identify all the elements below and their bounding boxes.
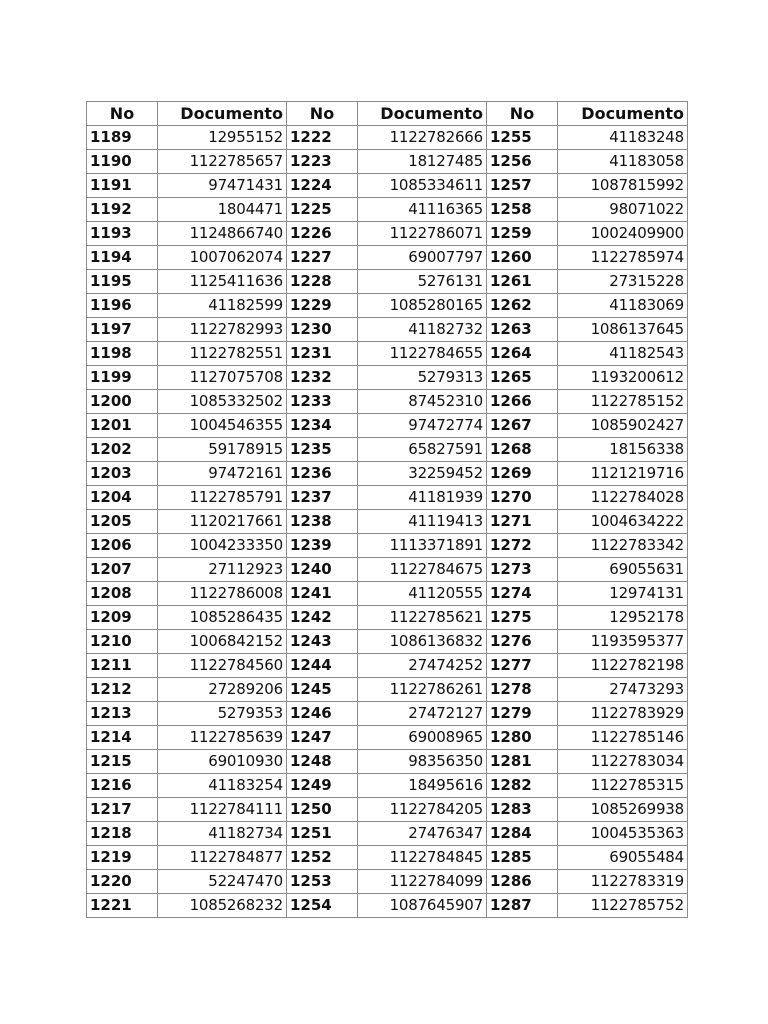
cell-documento-3: 1085902427 bbox=[558, 414, 688, 438]
cell-no-1: 1190 bbox=[87, 150, 158, 174]
cell-documento-2: 1122784099 bbox=[358, 870, 487, 894]
cell-no-3: 1267 bbox=[487, 414, 558, 438]
cell-documento-3: 18156338 bbox=[558, 438, 688, 462]
cell-documento-1: 1125411636 bbox=[158, 270, 287, 294]
cell-no-2: 1241 bbox=[287, 582, 358, 606]
table-row bbox=[87, 126, 688, 150]
cell-no-3: 1280 bbox=[487, 726, 558, 750]
table-row bbox=[87, 894, 688, 918]
cell-documento-3: 1122782198 bbox=[558, 654, 688, 678]
cell-documento-2: 1086136832 bbox=[358, 630, 487, 654]
cell-documento-3: 1002409900 bbox=[558, 222, 688, 246]
cell-documento-2: 69008965 bbox=[358, 726, 487, 750]
cell-documento-2: 27476347 bbox=[358, 822, 487, 846]
cell-no-2: 1235 bbox=[287, 438, 358, 462]
cell-no-2: 1231 bbox=[287, 342, 358, 366]
cell-documento-2: 1122786071 bbox=[358, 222, 487, 246]
cell-no-1: 1218 bbox=[87, 822, 158, 846]
cell-no-1: 1216 bbox=[87, 774, 158, 798]
cell-documento-3: 1193595377 bbox=[558, 630, 688, 654]
cell-no-2: 1246 bbox=[287, 702, 358, 726]
cell-documento-1: 1122784560 bbox=[158, 654, 287, 678]
cell-documento-3: 69055631 bbox=[558, 558, 688, 582]
cell-documento-1: 1804471 bbox=[158, 198, 287, 222]
table-header-row bbox=[87, 102, 688, 126]
cell-no-2: 1233 bbox=[287, 390, 358, 414]
cell-no-2: 1232 bbox=[287, 366, 358, 390]
cell-no-2: 1238 bbox=[287, 510, 358, 534]
cell-documento-1: 1004546355 bbox=[158, 414, 287, 438]
cell-documento-1: 1127075708 bbox=[158, 366, 287, 390]
cell-no-3: 1283 bbox=[487, 798, 558, 822]
cell-no-3: 1281 bbox=[487, 750, 558, 774]
cell-no-1: 1212 bbox=[87, 678, 158, 702]
table-row bbox=[87, 702, 688, 726]
table-row bbox=[87, 294, 688, 318]
cell-documento-1: 27289206 bbox=[158, 678, 287, 702]
cell-no-2: 1224 bbox=[287, 174, 358, 198]
cell-documento-2: 98356350 bbox=[358, 750, 487, 774]
table-row bbox=[87, 558, 688, 582]
cell-no-2: 1240 bbox=[287, 558, 358, 582]
table-row bbox=[87, 246, 688, 270]
cell-documento-3: 1122783929 bbox=[558, 702, 688, 726]
cell-no-3: 1269 bbox=[487, 462, 558, 486]
cell-no-3: 1271 bbox=[487, 510, 558, 534]
cell-documento-1: 1122784111 bbox=[158, 798, 287, 822]
cell-documento-1: 1122785639 bbox=[158, 726, 287, 750]
cell-documento-1: 27112923 bbox=[158, 558, 287, 582]
cell-documento-3: 1122783319 bbox=[558, 870, 688, 894]
cell-documento-1: 69010930 bbox=[158, 750, 287, 774]
cell-documento-1: 1124866740 bbox=[158, 222, 287, 246]
cell-documento-3: 1122784028 bbox=[558, 486, 688, 510]
cell-no-1: 1205 bbox=[87, 510, 158, 534]
cell-documento-2: 69007797 bbox=[358, 246, 487, 270]
cell-no-1: 1206 bbox=[87, 534, 158, 558]
table-row bbox=[87, 582, 688, 606]
table-row bbox=[87, 342, 688, 366]
cell-no-2: 1225 bbox=[287, 198, 358, 222]
table-row bbox=[87, 630, 688, 654]
cell-documento-2: 1113371891 bbox=[358, 534, 487, 558]
cell-documento-2: 41116365 bbox=[358, 198, 487, 222]
cell-documento-1: 1122786008 bbox=[158, 582, 287, 606]
cell-no-2: 1223 bbox=[287, 150, 358, 174]
cell-documento-3: 1122785152 bbox=[558, 390, 688, 414]
cell-no-1: 1196 bbox=[87, 294, 158, 318]
cell-no-2: 1250 bbox=[287, 798, 358, 822]
header-documento-1: Documento bbox=[158, 102, 287, 126]
cell-no-3: 1282 bbox=[487, 774, 558, 798]
cell-no-2: 1226 bbox=[287, 222, 358, 246]
cell-no-1: 1217 bbox=[87, 798, 158, 822]
cell-no-1: 1214 bbox=[87, 726, 158, 750]
document-page bbox=[86, 101, 687, 918]
cell-no-1: 1197 bbox=[87, 318, 158, 342]
table-row bbox=[87, 678, 688, 702]
cell-no-3: 1265 bbox=[487, 366, 558, 390]
cell-no-2: 1243 bbox=[287, 630, 358, 654]
cell-no-3: 1262 bbox=[487, 294, 558, 318]
cell-documento-3: 12974131 bbox=[558, 582, 688, 606]
cell-no-3: 1263 bbox=[487, 318, 558, 342]
cell-documento-1: 1085332502 bbox=[158, 390, 287, 414]
cell-documento-3: 41183069 bbox=[558, 294, 688, 318]
cell-documento-1: 41183254 bbox=[158, 774, 287, 798]
cell-no-1: 1204 bbox=[87, 486, 158, 510]
cell-documento-3: 1085269938 bbox=[558, 798, 688, 822]
cell-no-1: 1191 bbox=[87, 174, 158, 198]
cell-documento-1: 1085268232 bbox=[158, 894, 287, 918]
cell-documento-2: 41182732 bbox=[358, 318, 487, 342]
cell-no-2: 1227 bbox=[287, 246, 358, 270]
cell-documento-3: 1086137645 bbox=[558, 318, 688, 342]
table-row bbox=[87, 198, 688, 222]
cell-documento-2: 1085280165 bbox=[358, 294, 487, 318]
table-row bbox=[87, 438, 688, 462]
cell-no-1: 1221 bbox=[87, 894, 158, 918]
cell-documento-3: 1122783034 bbox=[558, 750, 688, 774]
cell-no-3: 1287 bbox=[487, 894, 558, 918]
table-row bbox=[87, 414, 688, 438]
cell-no-3: 1261 bbox=[487, 270, 558, 294]
header-no-1: No bbox=[87, 102, 158, 126]
cell-documento-3: 41182543 bbox=[558, 342, 688, 366]
cell-documento-2: 65827591 bbox=[358, 438, 487, 462]
cell-documento-2: 27474252 bbox=[358, 654, 487, 678]
cell-documento-3: 27473293 bbox=[558, 678, 688, 702]
cell-documento-1: 1122784877 bbox=[158, 846, 287, 870]
cell-no-1: 1200 bbox=[87, 390, 158, 414]
table-row bbox=[87, 798, 688, 822]
cell-no-2: 1229 bbox=[287, 294, 358, 318]
cell-documento-3: 41183058 bbox=[558, 150, 688, 174]
cell-documento-3: 27315228 bbox=[558, 270, 688, 294]
document-table bbox=[86, 101, 688, 918]
header-no-3: No bbox=[487, 102, 558, 126]
cell-no-3: 1284 bbox=[487, 822, 558, 846]
cell-documento-2: 87452310 bbox=[358, 390, 487, 414]
cell-documento-1: 97472161 bbox=[158, 462, 287, 486]
cell-no-2: 1254 bbox=[287, 894, 358, 918]
cell-documento-2: 27472127 bbox=[358, 702, 487, 726]
cell-documento-1: 41182734 bbox=[158, 822, 287, 846]
cell-no-2: 1251 bbox=[287, 822, 358, 846]
cell-documento-2: 41120555 bbox=[358, 582, 487, 606]
cell-no-2: 1249 bbox=[287, 774, 358, 798]
cell-no-1: 1194 bbox=[87, 246, 158, 270]
cell-documento-1: 1122785791 bbox=[158, 486, 287, 510]
cell-no-3: 1278 bbox=[487, 678, 558, 702]
cell-documento-3: 41183248 bbox=[558, 126, 688, 150]
cell-documento-1: 1085286435 bbox=[158, 606, 287, 630]
cell-no-2: 1252 bbox=[287, 846, 358, 870]
cell-no-3: 1266 bbox=[487, 390, 558, 414]
table-row bbox=[87, 510, 688, 534]
cell-documento-1: 59178915 bbox=[158, 438, 287, 462]
cell-documento-2: 1122784205 bbox=[358, 798, 487, 822]
cell-no-2: 1247 bbox=[287, 726, 358, 750]
cell-documento-3: 1121219716 bbox=[558, 462, 688, 486]
table-row bbox=[87, 390, 688, 414]
cell-no-3: 1264 bbox=[487, 342, 558, 366]
cell-documento-2: 18495616 bbox=[358, 774, 487, 798]
cell-no-1: 1195 bbox=[87, 270, 158, 294]
header-no-2: No bbox=[287, 102, 358, 126]
cell-documento-3: 1193200612 bbox=[558, 366, 688, 390]
table-row bbox=[87, 726, 688, 750]
cell-no-1: 1209 bbox=[87, 606, 158, 630]
cell-no-2: 1242 bbox=[287, 606, 358, 630]
header-documento-2: Documento bbox=[358, 102, 487, 126]
cell-no-2: 1234 bbox=[287, 414, 358, 438]
cell-no-3: 1260 bbox=[487, 246, 558, 270]
cell-documento-1: 97471431 bbox=[158, 174, 287, 198]
cell-no-2: 1239 bbox=[287, 534, 358, 558]
cell-no-3: 1276 bbox=[487, 630, 558, 654]
cell-no-1: 1189 bbox=[87, 126, 158, 150]
cell-documento-1: 1006842152 bbox=[158, 630, 287, 654]
cell-no-1: 1207 bbox=[87, 558, 158, 582]
cell-documento-2: 1122786261 bbox=[358, 678, 487, 702]
cell-documento-2: 97472774 bbox=[358, 414, 487, 438]
cell-no-2: 1245 bbox=[287, 678, 358, 702]
cell-no-3: 1285 bbox=[487, 846, 558, 870]
cell-no-2: 1230 bbox=[287, 318, 358, 342]
cell-documento-3: 1122785752 bbox=[558, 894, 688, 918]
cell-documento-3: 98071022 bbox=[558, 198, 688, 222]
cell-documento-2: 1122785621 bbox=[358, 606, 487, 630]
table-row bbox=[87, 318, 688, 342]
cell-documento-1: 1122785657 bbox=[158, 150, 287, 174]
cell-no-3: 1256 bbox=[487, 150, 558, 174]
cell-documento-3: 12952178 bbox=[558, 606, 688, 630]
cell-documento-2: 41119413 bbox=[358, 510, 487, 534]
cell-no-3: 1286 bbox=[487, 870, 558, 894]
table-row bbox=[87, 846, 688, 870]
cell-no-2: 1244 bbox=[287, 654, 358, 678]
cell-no-1: 1215 bbox=[87, 750, 158, 774]
cell-no-2: 1248 bbox=[287, 750, 358, 774]
header-documento-3: Documento bbox=[558, 102, 688, 126]
cell-documento-2: 1122782666 bbox=[358, 126, 487, 150]
table-row bbox=[87, 174, 688, 198]
cell-documento-2: 1087645907 bbox=[358, 894, 487, 918]
table-body bbox=[87, 126, 688, 918]
cell-no-3: 1258 bbox=[487, 198, 558, 222]
cell-documento-1: 1122782993 bbox=[158, 318, 287, 342]
cell-documento-1: 5279353 bbox=[158, 702, 287, 726]
cell-no-3: 1255 bbox=[487, 126, 558, 150]
cell-documento-3: 1122785315 bbox=[558, 774, 688, 798]
cell-no-3: 1275 bbox=[487, 606, 558, 630]
cell-no-2: 1222 bbox=[287, 126, 358, 150]
cell-documento-3: 1122783342 bbox=[558, 534, 688, 558]
table-row bbox=[87, 222, 688, 246]
cell-no-1: 1202 bbox=[87, 438, 158, 462]
cell-no-1: 1213 bbox=[87, 702, 158, 726]
cell-documento-1: 1122782551 bbox=[158, 342, 287, 366]
cell-no-2: 1237 bbox=[287, 486, 358, 510]
table-row bbox=[87, 822, 688, 846]
cell-no-1: 1203 bbox=[87, 462, 158, 486]
cell-documento-3: 1122785974 bbox=[558, 246, 688, 270]
table-row bbox=[87, 870, 688, 894]
cell-no-1: 1193 bbox=[87, 222, 158, 246]
cell-no-3: 1273 bbox=[487, 558, 558, 582]
cell-documento-3: 1122785146 bbox=[558, 726, 688, 750]
cell-documento-3: 69055484 bbox=[558, 846, 688, 870]
cell-documento-1: 12955152 bbox=[158, 126, 287, 150]
table-row bbox=[87, 270, 688, 294]
cell-no-1: 1211 bbox=[87, 654, 158, 678]
table-row bbox=[87, 366, 688, 390]
table-row bbox=[87, 462, 688, 486]
cell-documento-2: 5279313 bbox=[358, 366, 487, 390]
cell-no-1: 1208 bbox=[87, 582, 158, 606]
cell-no-2: 1236 bbox=[287, 462, 358, 486]
cell-documento-3: 1004634222 bbox=[558, 510, 688, 534]
table-row bbox=[87, 486, 688, 510]
table-row bbox=[87, 774, 688, 798]
cell-no-3: 1272 bbox=[487, 534, 558, 558]
cell-no-3: 1279 bbox=[487, 702, 558, 726]
cell-documento-3: 1004535363 bbox=[558, 822, 688, 846]
cell-no-1: 1220 bbox=[87, 870, 158, 894]
cell-no-3: 1274 bbox=[487, 582, 558, 606]
cell-no-3: 1268 bbox=[487, 438, 558, 462]
cell-documento-2: 32259452 bbox=[358, 462, 487, 486]
cell-documento-2: 1122784675 bbox=[358, 558, 487, 582]
table-row bbox=[87, 534, 688, 558]
cell-no-3: 1270 bbox=[487, 486, 558, 510]
cell-documento-2: 18127485 bbox=[358, 150, 487, 174]
cell-no-1: 1201 bbox=[87, 414, 158, 438]
cell-no-1: 1198 bbox=[87, 342, 158, 366]
cell-documento-3: 1087815992 bbox=[558, 174, 688, 198]
cell-documento-2: 41181939 bbox=[358, 486, 487, 510]
cell-documento-2: 1122784845 bbox=[358, 846, 487, 870]
table-row bbox=[87, 654, 688, 678]
cell-no-3: 1257 bbox=[487, 174, 558, 198]
cell-no-1: 1210 bbox=[87, 630, 158, 654]
cell-documento-1: 1004233350 bbox=[158, 534, 287, 558]
table-row bbox=[87, 150, 688, 174]
cell-no-2: 1253 bbox=[287, 870, 358, 894]
cell-no-1: 1192 bbox=[87, 198, 158, 222]
cell-documento-2: 5276131 bbox=[358, 270, 487, 294]
cell-documento-2: 1085334611 bbox=[358, 174, 487, 198]
cell-no-1: 1199 bbox=[87, 366, 158, 390]
cell-documento-1: 52247470 bbox=[158, 870, 287, 894]
cell-documento-1: 41182599 bbox=[158, 294, 287, 318]
table-row bbox=[87, 606, 688, 630]
cell-documento-1: 1007062074 bbox=[158, 246, 287, 270]
cell-no-2: 1228 bbox=[287, 270, 358, 294]
cell-documento-1: 1120217661 bbox=[158, 510, 287, 534]
table-row bbox=[87, 750, 688, 774]
cell-no-3: 1277 bbox=[487, 654, 558, 678]
cell-no-3: 1259 bbox=[487, 222, 558, 246]
cell-documento-2: 1122784655 bbox=[358, 342, 487, 366]
cell-no-1: 1219 bbox=[87, 846, 158, 870]
